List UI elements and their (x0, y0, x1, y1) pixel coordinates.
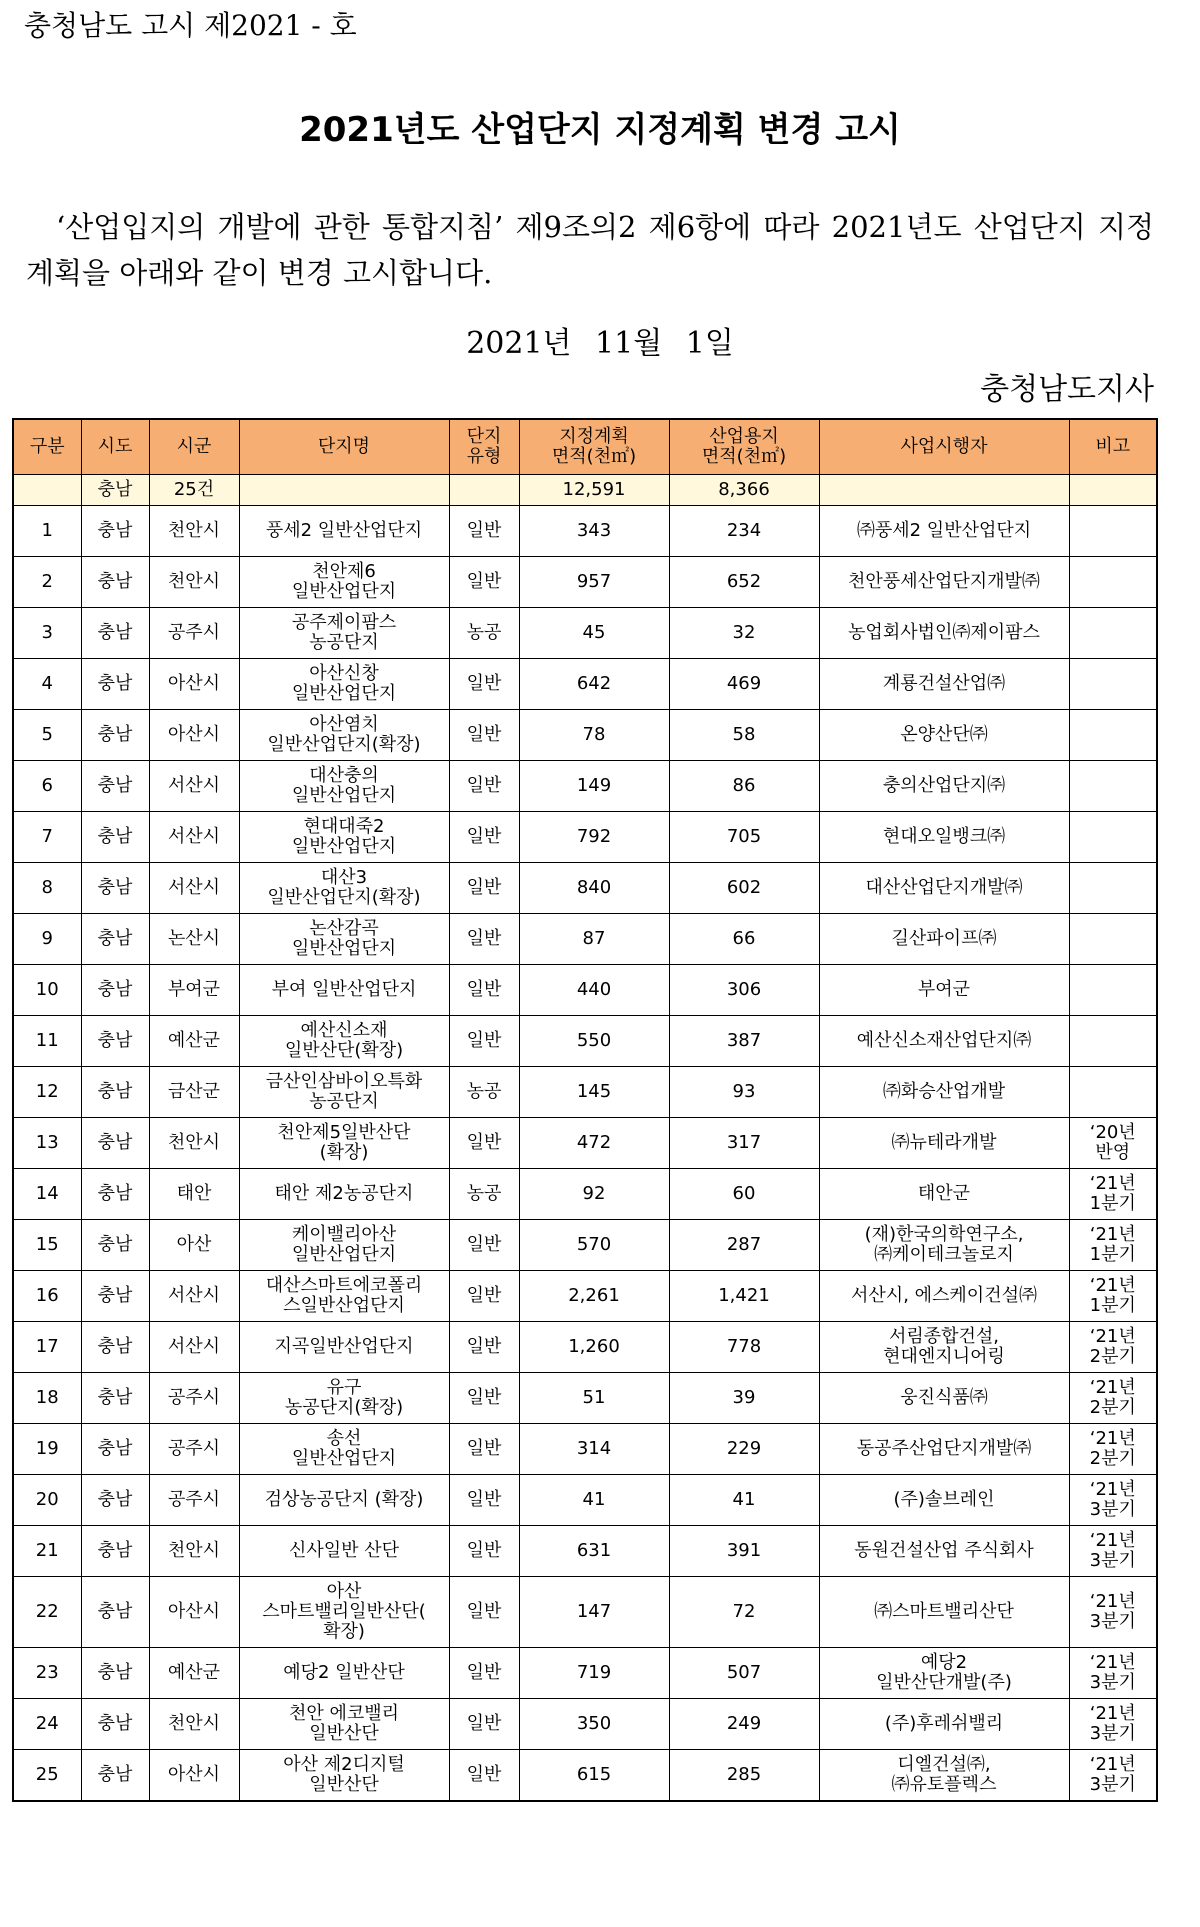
cell-city: 태안 (149, 1169, 239, 1220)
cell-complex-type: 일반 (449, 659, 519, 710)
table-row (13, 506, 1157, 557)
table-row (13, 1750, 1157, 1802)
cell-industrial-area: 602 (669, 863, 819, 914)
cell-planned-area: 314 (519, 1424, 669, 1475)
cell-complex-type: 일반 (449, 1373, 519, 1424)
table-row (13, 761, 1157, 812)
cell-province: 충남 (81, 710, 149, 761)
cell-province: 충남 (81, 1169, 149, 1220)
cell-industrial-area: 72 (669, 1577, 819, 1648)
cell-operator: 현대오일뱅크㈜ (819, 812, 1069, 863)
cell-operator: 태안군 (819, 1169, 1069, 1220)
cell-planned-area: 642 (519, 659, 669, 710)
cell-complex-name: 논산감곡 일반산업단지 (239, 914, 449, 965)
cell-industrial-area: 285 (669, 1750, 819, 1802)
cell-province: 충남 (81, 1322, 149, 1373)
cell-planned-area: 840 (519, 863, 669, 914)
cell-industrial-area: 507 (669, 1648, 819, 1699)
cell-province: 충남 (81, 608, 149, 659)
cell-city: 예산군 (149, 1648, 239, 1699)
table-row (13, 1220, 1157, 1271)
cell-no: 25 (13, 1750, 81, 1802)
cell-remarks: ‘21년 1분기 (1069, 1271, 1157, 1322)
cell-city: 천안시 (149, 1526, 239, 1577)
cell-industrial-area: 86 (669, 761, 819, 812)
header-complex-type: 단지 유형 (449, 419, 519, 475)
cell-no: 13 (13, 1118, 81, 1169)
summary-cell (819, 475, 1069, 506)
cell-complex-name: 신사일반 산단 (239, 1526, 449, 1577)
cell-no: 3 (13, 608, 81, 659)
cell-province: 충남 (81, 1118, 149, 1169)
cell-operator: 길산파이프㈜ (819, 914, 1069, 965)
cell-planned-area: 570 (519, 1220, 669, 1271)
cell-operator: ㈜뉴테라개발 (819, 1118, 1069, 1169)
header-city: 시군 (149, 419, 239, 475)
cell-province: 충남 (81, 863, 149, 914)
cell-remarks: ‘21년 3분기 (1069, 1577, 1157, 1648)
table-row (13, 1424, 1157, 1475)
cell-province: 충남 (81, 1373, 149, 1424)
table-row (13, 863, 1157, 914)
summary-cell: 25건 (149, 475, 239, 506)
cell-industrial-area: 32 (669, 608, 819, 659)
cell-operator: ㈜풍세2 일반산업단지 (819, 506, 1069, 557)
cell-operator: (주)솔브레인 (819, 1475, 1069, 1526)
header-province: 시도 (81, 419, 149, 475)
cell-complex-type: 일반 (449, 1271, 519, 1322)
cell-remarks: ‘21년 2분기 (1069, 1322, 1157, 1373)
page-title: 2021년도 산업단지 지정계획 변경 고시 (299, 110, 901, 150)
cell-planned-area: 440 (519, 965, 669, 1016)
cell-operator: 서산시, 에스케이건설㈜ (819, 1271, 1069, 1322)
cell-remarks: ‘21년 2분기 (1069, 1373, 1157, 1424)
cell-complex-type: 일반 (449, 1475, 519, 1526)
header-no: 구분 (13, 419, 81, 475)
cell-remarks: ‘21년 3분기 (1069, 1526, 1157, 1577)
summary-cell: 충남 (81, 475, 149, 506)
cell-remarks (1069, 812, 1157, 863)
cell-city: 공주시 (149, 1475, 239, 1526)
cell-industrial-area: 229 (669, 1424, 819, 1475)
cell-city: 천안시 (149, 506, 239, 557)
cell-operator: 예산신소재산업단지㈜ (819, 1016, 1069, 1067)
cell-complex-type: 일반 (449, 710, 519, 761)
cell-complex-type: 농공 (449, 1067, 519, 1118)
cell-remarks: ‘21년 3분기 (1069, 1750, 1157, 1802)
cell-operator: 동공주산업단지개발㈜ (819, 1424, 1069, 1475)
cell-planned-area: 45 (519, 608, 669, 659)
table-row (13, 812, 1157, 863)
cell-complex-name: 예당2 일반산단 (239, 1648, 449, 1699)
cell-province: 충남 (81, 1648, 149, 1699)
header-industrial-area: 산업용지 면적(천㎡) (669, 419, 819, 475)
table-row (13, 1699, 1157, 1750)
cell-city: 아산시 (149, 1577, 239, 1648)
cell-remarks (1069, 863, 1157, 914)
cell-province: 충남 (81, 965, 149, 1016)
cell-complex-type: 일반 (449, 1526, 519, 1577)
cell-planned-area: 145 (519, 1067, 669, 1118)
cell-no: 16 (13, 1271, 81, 1322)
cell-operator: (재)한국의학연구소, ㈜케이테크놀로지 (819, 1220, 1069, 1271)
cell-complex-name: 대산스마트에코폴리 스일반산업단지 (239, 1271, 449, 1322)
cell-industrial-area: 1,421 (669, 1271, 819, 1322)
cell-city: 아산 (149, 1220, 239, 1271)
cell-operator: 온양산단㈜ (819, 710, 1069, 761)
table-row (13, 1577, 1157, 1648)
cell-complex-type: 일반 (449, 1016, 519, 1067)
cell-planned-area: 51 (519, 1373, 669, 1424)
cell-no: 17 (13, 1322, 81, 1373)
cell-remarks (1069, 710, 1157, 761)
cell-planned-area: 78 (519, 710, 669, 761)
table-row (13, 1271, 1157, 1322)
cell-province: 충남 (81, 1750, 149, 1802)
industrial-complex-table (12, 418, 1158, 1802)
cell-city: 아산시 (149, 659, 239, 710)
header-remarks: 비고 (1069, 419, 1157, 475)
cell-industrial-area: 60 (669, 1169, 819, 1220)
cell-no: 2 (13, 557, 81, 608)
cell-remarks (1069, 659, 1157, 710)
cell-operator: 동원건설산업 주식회사 (819, 1526, 1069, 1577)
cell-province: 충남 (81, 506, 149, 557)
cell-operator: 서림종합건설, 현대엔지니어링 (819, 1322, 1069, 1373)
cell-city: 예산군 (149, 1016, 239, 1067)
cell-complex-name: 예산신소재 일반산단(확장) (239, 1016, 449, 1067)
summary-row (13, 475, 1157, 506)
cell-province: 충남 (81, 1067, 149, 1118)
table-row (13, 1475, 1157, 1526)
cell-city: 공주시 (149, 1373, 239, 1424)
cell-complex-type: 일반 (449, 812, 519, 863)
cell-remarks: ‘21년 1분기 (1069, 1169, 1157, 1220)
cell-city: 서산시 (149, 812, 239, 863)
cell-industrial-area: 41 (669, 1475, 819, 1526)
table-row (13, 1322, 1157, 1373)
cell-operator: 웅진식품㈜ (819, 1373, 1069, 1424)
cell-city: 부여군 (149, 965, 239, 1016)
cell-industrial-area: 39 (669, 1373, 819, 1424)
cell-complex-name: 공주제이팜스 농공단지 (239, 608, 449, 659)
summary-cell: 12,591 (519, 475, 669, 506)
cell-complex-type: 일반 (449, 1577, 519, 1648)
cell-no: 15 (13, 1220, 81, 1271)
cell-no: 4 (13, 659, 81, 710)
cell-industrial-area: 317 (669, 1118, 819, 1169)
cell-province: 충남 (81, 914, 149, 965)
cell-planned-area: 2,261 (519, 1271, 669, 1322)
cell-province: 충남 (81, 1424, 149, 1475)
cell-complex-name: 부여 일반산업단지 (239, 965, 449, 1016)
cell-no: 7 (13, 812, 81, 863)
cell-operator: (주)후레쉬밸리 (819, 1699, 1069, 1750)
cell-operator: 예당2 일반산단개발(주) (819, 1648, 1069, 1699)
cell-complex-name: 지곡일반산업단지 (239, 1322, 449, 1373)
cell-complex-name: 천안제5일반산단 (확장) (239, 1118, 449, 1169)
table-header-row (13, 419, 1157, 475)
cell-no: 12 (13, 1067, 81, 1118)
cell-remarks (1069, 557, 1157, 608)
cell-province: 충남 (81, 1271, 149, 1322)
cell-complex-name: 풍세2 일반산업단지 (239, 506, 449, 557)
cell-complex-type: 농공 (449, 608, 519, 659)
cell-complex-name: 유구 농공단지(확장) (239, 1373, 449, 1424)
cell-remarks (1069, 761, 1157, 812)
cell-province: 충남 (81, 1699, 149, 1750)
table-row (13, 914, 1157, 965)
cell-city: 천안시 (149, 1118, 239, 1169)
cell-planned-area: 719 (519, 1648, 669, 1699)
cell-province: 충남 (81, 1577, 149, 1648)
cell-planned-area: 41 (519, 1475, 669, 1526)
cell-complex-type: 일반 (449, 1322, 519, 1373)
cell-remarks: ‘21년 2분기 (1069, 1424, 1157, 1475)
cell-city: 서산시 (149, 863, 239, 914)
cell-operator: ㈜화승산업개발 (819, 1067, 1069, 1118)
cell-no: 19 (13, 1424, 81, 1475)
cell-complex-name: 아산 제2디지털 일반산단 (239, 1750, 449, 1802)
notice-number: 충청남도 고시 제2021 - 호 (24, 9, 357, 42)
cell-industrial-area: 93 (669, 1067, 819, 1118)
table-row (13, 1526, 1157, 1577)
cell-planned-area: 87 (519, 914, 669, 965)
cell-planned-area: 147 (519, 1577, 669, 1648)
cell-complex-type: 농공 (449, 1169, 519, 1220)
table-row (13, 1067, 1157, 1118)
cell-operator: ㈜스마트밸리산단 (819, 1577, 1069, 1648)
cell-complex-type: 일반 (449, 761, 519, 812)
cell-complex-name: 송선 일반산업단지 (239, 1424, 449, 1475)
cell-planned-area: 550 (519, 1016, 669, 1067)
cell-remarks: ‘20년 반영 (1069, 1118, 1157, 1169)
cell-complex-name: 아산 스마트밸리일반산단( 확장) (239, 1577, 449, 1648)
cell-city: 논산시 (149, 914, 239, 965)
cell-industrial-area: 652 (669, 557, 819, 608)
cell-complex-type: 일반 (449, 1424, 519, 1475)
cell-complex-name: 태안 제2농공단지 (239, 1169, 449, 1220)
cell-province: 충남 (81, 1220, 149, 1271)
cell-province: 충남 (81, 1475, 149, 1526)
notice-signer: 충청남도지사 (980, 372, 1154, 407)
header-planned-area: 지정계획 면적(천㎡) (519, 419, 669, 475)
cell-operator: 농업회사법인㈜제이팜스 (819, 608, 1069, 659)
cell-remarks (1069, 965, 1157, 1016)
cell-no: 8 (13, 863, 81, 914)
cell-city: 공주시 (149, 1424, 239, 1475)
cell-industrial-area: 387 (669, 1016, 819, 1067)
table-row (13, 1016, 1157, 1067)
cell-remarks (1069, 1067, 1157, 1118)
cell-complex-type: 일반 (449, 1220, 519, 1271)
cell-planned-area: 350 (519, 1699, 669, 1750)
cell-city: 천안시 (149, 1699, 239, 1750)
cell-city: 서산시 (149, 1322, 239, 1373)
summary-cell (239, 475, 449, 506)
cell-no: 23 (13, 1648, 81, 1699)
cell-province: 충남 (81, 812, 149, 863)
cell-operator: 부여군 (819, 965, 1069, 1016)
cell-industrial-area: 469 (669, 659, 819, 710)
header-operator: 사업시행자 (819, 419, 1069, 475)
summary-cell (1069, 475, 1157, 506)
cell-planned-area: 631 (519, 1526, 669, 1577)
cell-complex-name: 천안제6 일반산업단지 (239, 557, 449, 608)
cell-city: 서산시 (149, 1271, 239, 1322)
cell-complex-name: 아산신창 일반산업단지 (239, 659, 449, 710)
cell-no: 21 (13, 1526, 81, 1577)
cell-complex-type: 일반 (449, 914, 519, 965)
cell-industrial-area: 306 (669, 965, 819, 1016)
cell-complex-type: 일반 (449, 557, 519, 608)
cell-industrial-area: 778 (669, 1322, 819, 1373)
cell-operator: 계룡건설산업㈜ (819, 659, 1069, 710)
table-row (13, 1648, 1157, 1699)
cell-remarks (1069, 608, 1157, 659)
cell-no: 9 (13, 914, 81, 965)
cell-city: 서산시 (149, 761, 239, 812)
cell-province: 충남 (81, 1526, 149, 1577)
table-row (13, 1373, 1157, 1424)
cell-planned-area: 792 (519, 812, 669, 863)
cell-province: 충남 (81, 761, 149, 812)
cell-complex-type: 일반 (449, 1648, 519, 1699)
cell-remarks: ‘21년 3분기 (1069, 1648, 1157, 1699)
cell-complex-name: 금산인삼바이오특화 농공단지 (239, 1067, 449, 1118)
summary-cell: 8,366 (669, 475, 819, 506)
cell-planned-area: 92 (519, 1169, 669, 1220)
table-row (13, 1118, 1157, 1169)
cell-industrial-area: 58 (669, 710, 819, 761)
cell-no: 20 (13, 1475, 81, 1526)
table-row (13, 608, 1157, 659)
cell-complex-type: 일반 (449, 965, 519, 1016)
cell-remarks: ‘21년 3분기 (1069, 1475, 1157, 1526)
cell-remarks (1069, 914, 1157, 965)
cell-planned-area: 149 (519, 761, 669, 812)
cell-city: 아산시 (149, 1750, 239, 1802)
cell-operator: 천안풍세산업단지개발㈜ (819, 557, 1069, 608)
table-row (13, 710, 1157, 761)
cell-city: 아산시 (149, 710, 239, 761)
cell-operator: 충의산업단지㈜ (819, 761, 1069, 812)
cell-no: 24 (13, 1699, 81, 1750)
cell-no: 10 (13, 965, 81, 1016)
cell-industrial-area: 705 (669, 812, 819, 863)
cell-complex-type: 일반 (449, 506, 519, 557)
summary-cell (449, 475, 519, 506)
cell-remarks: ‘21년 1분기 (1069, 1220, 1157, 1271)
cell-no: 14 (13, 1169, 81, 1220)
table-row (13, 659, 1157, 710)
cell-industrial-area: 249 (669, 1699, 819, 1750)
cell-no: 11 (13, 1016, 81, 1067)
cell-planned-area: 1,260 (519, 1322, 669, 1373)
cell-complex-name: 대산충의 일반산업단지 (239, 761, 449, 812)
cell-industrial-area: 391 (669, 1526, 819, 1577)
cell-complex-name: 케이밸리아산 일반산업단지 (239, 1220, 449, 1271)
table-row (13, 965, 1157, 1016)
notice-body: ‘산업입지의 개발에 관한 통합지침’ 제9조의2 제6항에 따라 2021년도 산업단지 지정계획을 아래와 같이 변경 고시합니다. (26, 210, 1154, 290)
cell-complex-type: 일반 (449, 1750, 519, 1802)
cell-no: 22 (13, 1577, 81, 1648)
cell-complex-name: 천안 에코밸리 일반산단 (239, 1699, 449, 1750)
cell-complex-name: 아산염치 일반산업단지(확장) (239, 710, 449, 761)
cell-complex-name: 검상농공단지 (확장) (239, 1475, 449, 1526)
cell-remarks (1069, 1016, 1157, 1067)
cell-operator: 디엘건설㈜, ㈜유토플렉스 (819, 1750, 1069, 1802)
cell-remarks: ‘21년 3분기 (1069, 1699, 1157, 1750)
cell-planned-area: 472 (519, 1118, 669, 1169)
cell-province: 충남 (81, 659, 149, 710)
notice-date: 2021년 11월 1일 (466, 326, 734, 361)
summary-cell (13, 475, 81, 506)
cell-complex-name: 대산3 일반산업단지(확장) (239, 863, 449, 914)
table-row (13, 557, 1157, 608)
cell-city: 금산군 (149, 1067, 239, 1118)
cell-province: 충남 (81, 1016, 149, 1067)
cell-no: 6 (13, 761, 81, 812)
cell-industrial-area: 287 (669, 1220, 819, 1271)
cell-no: 5 (13, 710, 81, 761)
cell-no: 1 (13, 506, 81, 557)
cell-operator: 대산산업단지개발㈜ (819, 863, 1069, 914)
cell-industrial-area: 66 (669, 914, 819, 965)
cell-complex-type: 일반 (449, 1699, 519, 1750)
cell-complex-type: 일반 (449, 863, 519, 914)
cell-planned-area: 957 (519, 557, 669, 608)
cell-remarks (1069, 506, 1157, 557)
table-row (13, 1169, 1157, 1220)
cell-province: 충남 (81, 557, 149, 608)
cell-complex-name: 현대대죽2 일반산업단지 (239, 812, 449, 863)
cell-planned-area: 343 (519, 506, 669, 557)
cell-complex-type: 일반 (449, 1118, 519, 1169)
cell-industrial-area: 234 (669, 506, 819, 557)
cell-city: 공주시 (149, 608, 239, 659)
cell-city: 천안시 (149, 557, 239, 608)
cell-no: 18 (13, 1373, 81, 1424)
header-complex-name: 단지명 (239, 419, 449, 475)
cell-planned-area: 615 (519, 1750, 669, 1802)
